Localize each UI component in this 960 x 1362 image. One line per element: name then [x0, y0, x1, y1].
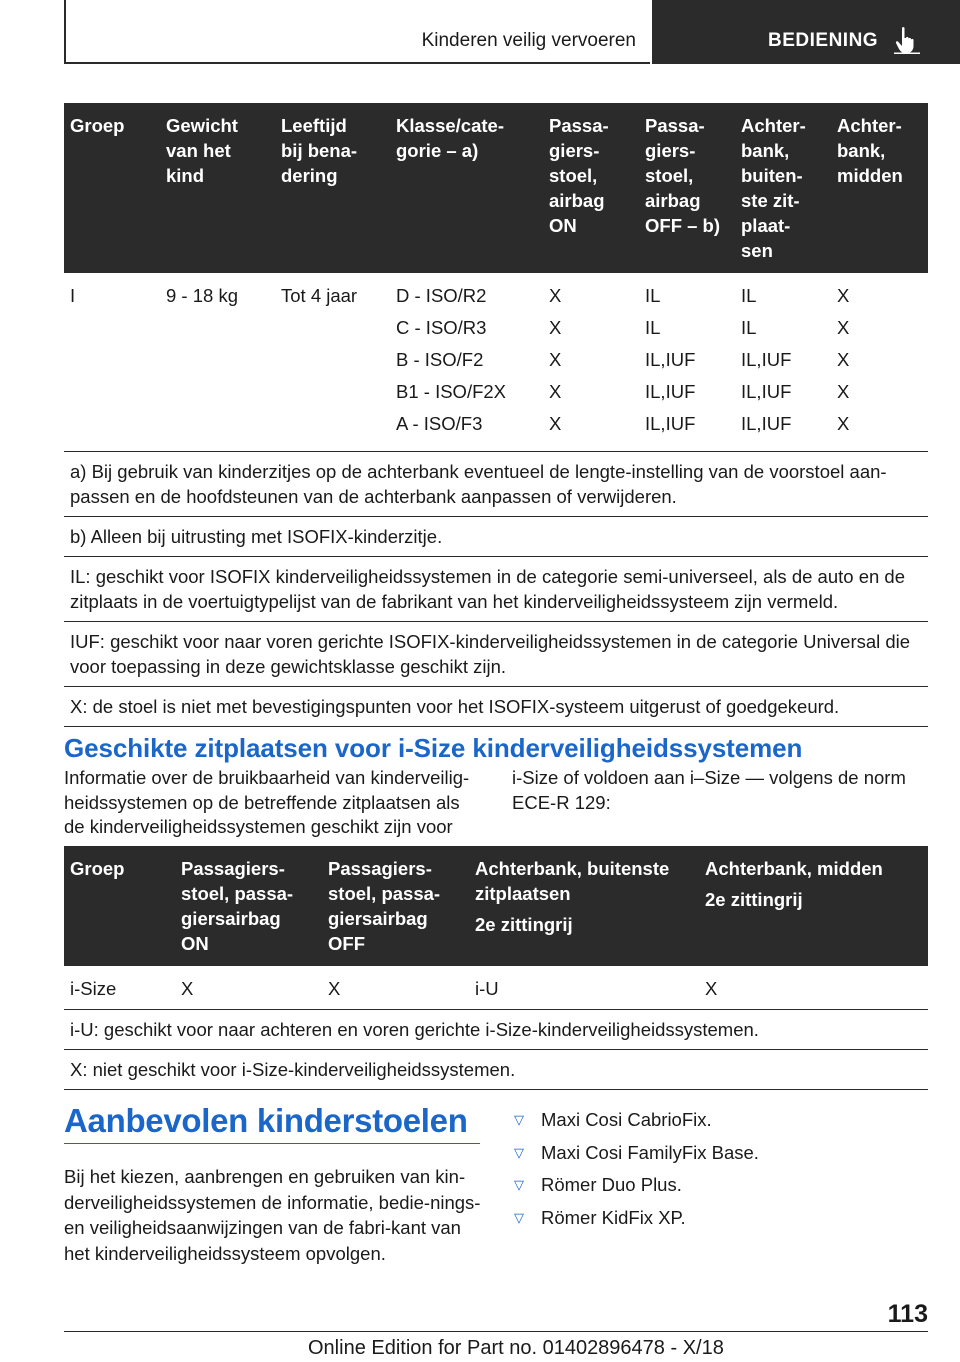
header-line: bank,	[741, 140, 790, 161]
header-line: buiten-	[741, 165, 803, 186]
table-note	[64, 557, 928, 622]
isize-intro-left: Informatie over de bruikbaarheid van kinderveilig-heidssystemen op de betreffende zitplaatsen als de kinderveiligheidssystemen geschikt zijn voor	[64, 767, 470, 837]
header-line: stoel, passa-	[328, 883, 441, 904]
isize-header-cell	[64, 846, 175, 966]
header-line: Achter-	[837, 115, 902, 136]
cell-rear-outer: i-U	[475, 978, 499, 999]
recommended-heading-rule	[64, 1143, 480, 1144]
header-line: bij bena-	[281, 140, 358, 161]
triangle-down-icon: ▽	[514, 1177, 524, 1192]
isize-table	[64, 846, 928, 1090]
cell-rear-middle-list	[831, 273, 928, 452]
cell-line: IL	[741, 285, 757, 306]
header-line: midden	[837, 165, 903, 186]
header-line: Leeftijd	[281, 115, 347, 136]
list-item-label: Römer KidFix XP.	[541, 1206, 686, 1228]
header-line: Klasse/cate-	[396, 115, 504, 136]
list-item	[512, 1202, 928, 1235]
table-note	[64, 1010, 928, 1050]
cell-line: IL	[645, 317, 661, 338]
table-note	[64, 622, 928, 687]
header-line: Achterbank, buitenste	[475, 858, 670, 879]
cell-rear-middle: X	[705, 978, 718, 999]
header-line: Achterbank, midden	[705, 858, 883, 879]
recommended-text: Bij het kiezen, aanbrengen en gebruiken van kin-derveiligheidssystemen de informatie, bedie-nings- en veiligheidsaanwijzingen van de fabri-kant van het kinderveiligheidssysteem opvolgen.	[64, 1166, 481, 1264]
list-item-label: Römer Duo Plus.	[541, 1174, 682, 1195]
table-note	[64, 1050, 928, 1090]
header-line: gorie – a)	[396, 140, 479, 161]
cell-line: X	[549, 349, 562, 370]
header-line: sen	[741, 240, 773, 261]
list-item	[512, 1137, 928, 1170]
isofix-table-header	[64, 103, 928, 273]
footer-rule	[64, 1331, 928, 1332]
header-line: plaat-	[741, 215, 791, 236]
header-line: Gewicht	[166, 115, 238, 136]
note-x: X: de stoel is niet met bevestigingspunten voor het ISOFIX-systeem uitgerust of goedgekeurd.	[64, 687, 928, 727]
isofix-header-cell	[275, 103, 390, 273]
header-line: Passa-	[645, 115, 705, 136]
cell-line: X	[837, 413, 850, 434]
header-tab-label: BEDIENING	[768, 30, 879, 51]
cell-group: i-Size	[70, 978, 117, 999]
isofix-header-cell	[160, 103, 275, 273]
header-line: stoel, passa-	[181, 883, 294, 904]
list-item	[512, 1104, 928, 1137]
header-line: Passagiers-	[181, 858, 285, 879]
cell-passenger-airbag-off-list	[639, 273, 735, 452]
note-il: IL: geschikt voor ISOFIX kinderveiligheidssystemen in de categorie semi-universeel, als de auto en de zitplaats in de voertuigtypelijst van de fabrikant van het kinderveiligheidssysteem zijn vermeld.	[64, 557, 928, 622]
header-line: giersairbag	[328, 908, 428, 929]
isize-header-cell	[175, 846, 322, 966]
table-note	[64, 452, 928, 517]
cell-line: X	[837, 349, 850, 370]
list-item-label: Maxi Cosi FamilyFix Base.	[541, 1141, 759, 1163]
isofix-header-cell	[735, 103, 831, 273]
header-section-title: Kinderen veilig vervoeren	[421, 30, 636, 51]
cell-line: X	[837, 285, 850, 306]
isofix-table-row-group-i	[64, 273, 928, 452]
cell-line: X	[549, 381, 562, 402]
cell-line: B1 - ISO/F2X	[396, 381, 507, 402]
cell-passenger-airbag-on-list	[543, 273, 639, 452]
header-line: Passa-	[549, 115, 609, 136]
header-line: giers-	[549, 140, 600, 161]
cell-line: IL	[741, 317, 757, 338]
note-iu: i-U: geschikt voor naar achteren en voren gerichte i-Size-kinderveiligheidssystemen.	[64, 1010, 928, 1050]
triangle-down-icon: ▽	[514, 1144, 524, 1160]
recommended-list	[512, 1104, 928, 1234]
isofix-header-cell	[390, 103, 543, 273]
table-note	[64, 517, 928, 557]
header-line: dering	[281, 165, 338, 186]
header-line: OFF – b)	[645, 215, 721, 236]
cell-line: IL,IUF	[741, 381, 792, 402]
isize-section-heading: Geschikte zitplaatsen voor i-Size kinderveiligheidssystemen	[64, 733, 803, 763]
isofix-table	[64, 103, 928, 727]
table-note	[64, 687, 928, 727]
header-line: bank,	[837, 140, 886, 161]
cell-line: D - ISO/R2	[396, 285, 487, 306]
cell-line: C - ISO/R3	[396, 317, 487, 338]
note-b: b) Alleen bij uitrusting met ISOFIX-kinderzitje.	[64, 517, 928, 557]
note-a: a) Bij gebruik van kinderzitjes op de achterbank eventueel de lengte-instelling van de voorstoel aan-passen en de hoofdsteunen van de achterbank aanpassen of verwijderen.	[64, 452, 928, 517]
header-line: zitplaatsen	[475, 883, 571, 904]
recommended-heading: Aanbevolen kinderstoelen	[64, 1102, 468, 1139]
cell-passenger-airbag-on: X	[181, 978, 194, 999]
cell-line: X	[549, 413, 562, 434]
header-line: Groep	[70, 858, 125, 879]
isize-intro-right: i-Size of voldoen aan i–Size — volgens de norm ECE-R 129:	[512, 767, 906, 813]
isofix-header-cell	[543, 103, 639, 273]
isize-header-cell	[322, 846, 469, 966]
cell-line: X	[837, 381, 850, 402]
header-subline: 2e zittingrij	[705, 889, 803, 910]
isofix-header-cell	[64, 103, 160, 273]
header-line: airbag	[549, 190, 605, 211]
cell-group: I	[70, 285, 76, 306]
header-line: ON	[549, 215, 577, 236]
cell-passenger-airbag-off: X	[328, 978, 341, 999]
cell-line: IL,IUF	[645, 413, 696, 434]
header-line: Achter-	[741, 115, 806, 136]
cell-class-list	[390, 273, 543, 452]
header-line: stoel,	[645, 165, 694, 186]
header-left-rule	[64, 0, 66, 64]
header-subline: 2e zittingrij	[475, 914, 573, 935]
header-bottom-rule	[64, 62, 650, 64]
cell-line: IL	[645, 285, 661, 306]
header-tab-bediening	[652, 0, 960, 64]
note-iuf: IUF: geschikt voor naar voren gerichte ISOFIX-kinderveiligheidssystemen in de categorie Universal die voor toepassing in deze gewichtsklasse geschikt zijn.	[64, 622, 928, 687]
isofix-header-cell	[831, 103, 928, 273]
list-item	[512, 1169, 928, 1202]
header-line: ON	[181, 933, 209, 954]
cell-line: IL,IUF	[741, 349, 792, 370]
cell-age: Tot 4 jaar	[281, 285, 358, 306]
isize-header-cell	[699, 846, 928, 966]
isofix-header-cell	[639, 103, 735, 273]
header-line: Passagiers-	[328, 858, 432, 879]
page-number: 113	[887, 1300, 928, 1328]
isize-table-header	[64, 846, 928, 966]
triangle-down-icon: ▽	[514, 1209, 524, 1225]
cell-weight: 9 - 18 kg	[166, 285, 238, 306]
cell-line: A - ISO/F3	[396, 413, 483, 434]
header-line: OFF	[328, 933, 365, 954]
list-item-label: Maxi Cosi CabrioFix.	[541, 1109, 712, 1130]
cell-line: X	[549, 285, 562, 306]
header-line: giers-	[645, 140, 696, 161]
cell-line: X	[837, 317, 850, 338]
header-line: Groep	[70, 115, 125, 136]
isize-header-cell	[469, 846, 699, 966]
header-line: airbag	[645, 190, 701, 211]
header-line: stoel,	[549, 165, 598, 186]
header-line: ste zit-	[741, 190, 800, 211]
footer-edition-text: Online Edition for Part no. 01402896478 - X/18	[308, 1337, 724, 1359]
cell-rear-outer-list	[735, 273, 831, 452]
pointing-hand-icon	[894, 26, 920, 54]
cell-line: B - ISO/F2	[396, 349, 484, 370]
cell-line: IL,IUF	[645, 349, 696, 370]
cell-line: IL,IUF	[645, 381, 696, 402]
header-line: giersairbag	[181, 908, 281, 929]
header-line: kind	[166, 165, 205, 186]
isize-table-row	[64, 966, 928, 1010]
cell-line: X	[549, 317, 562, 338]
header-line: van het	[166, 140, 231, 161]
note-x: X: niet geschikt voor i-Size-kinderveiligheidssystemen.	[64, 1050, 928, 1090]
triangle-down-icon: ▽	[514, 1112, 524, 1127]
cell-line: IL,IUF	[741, 413, 792, 434]
